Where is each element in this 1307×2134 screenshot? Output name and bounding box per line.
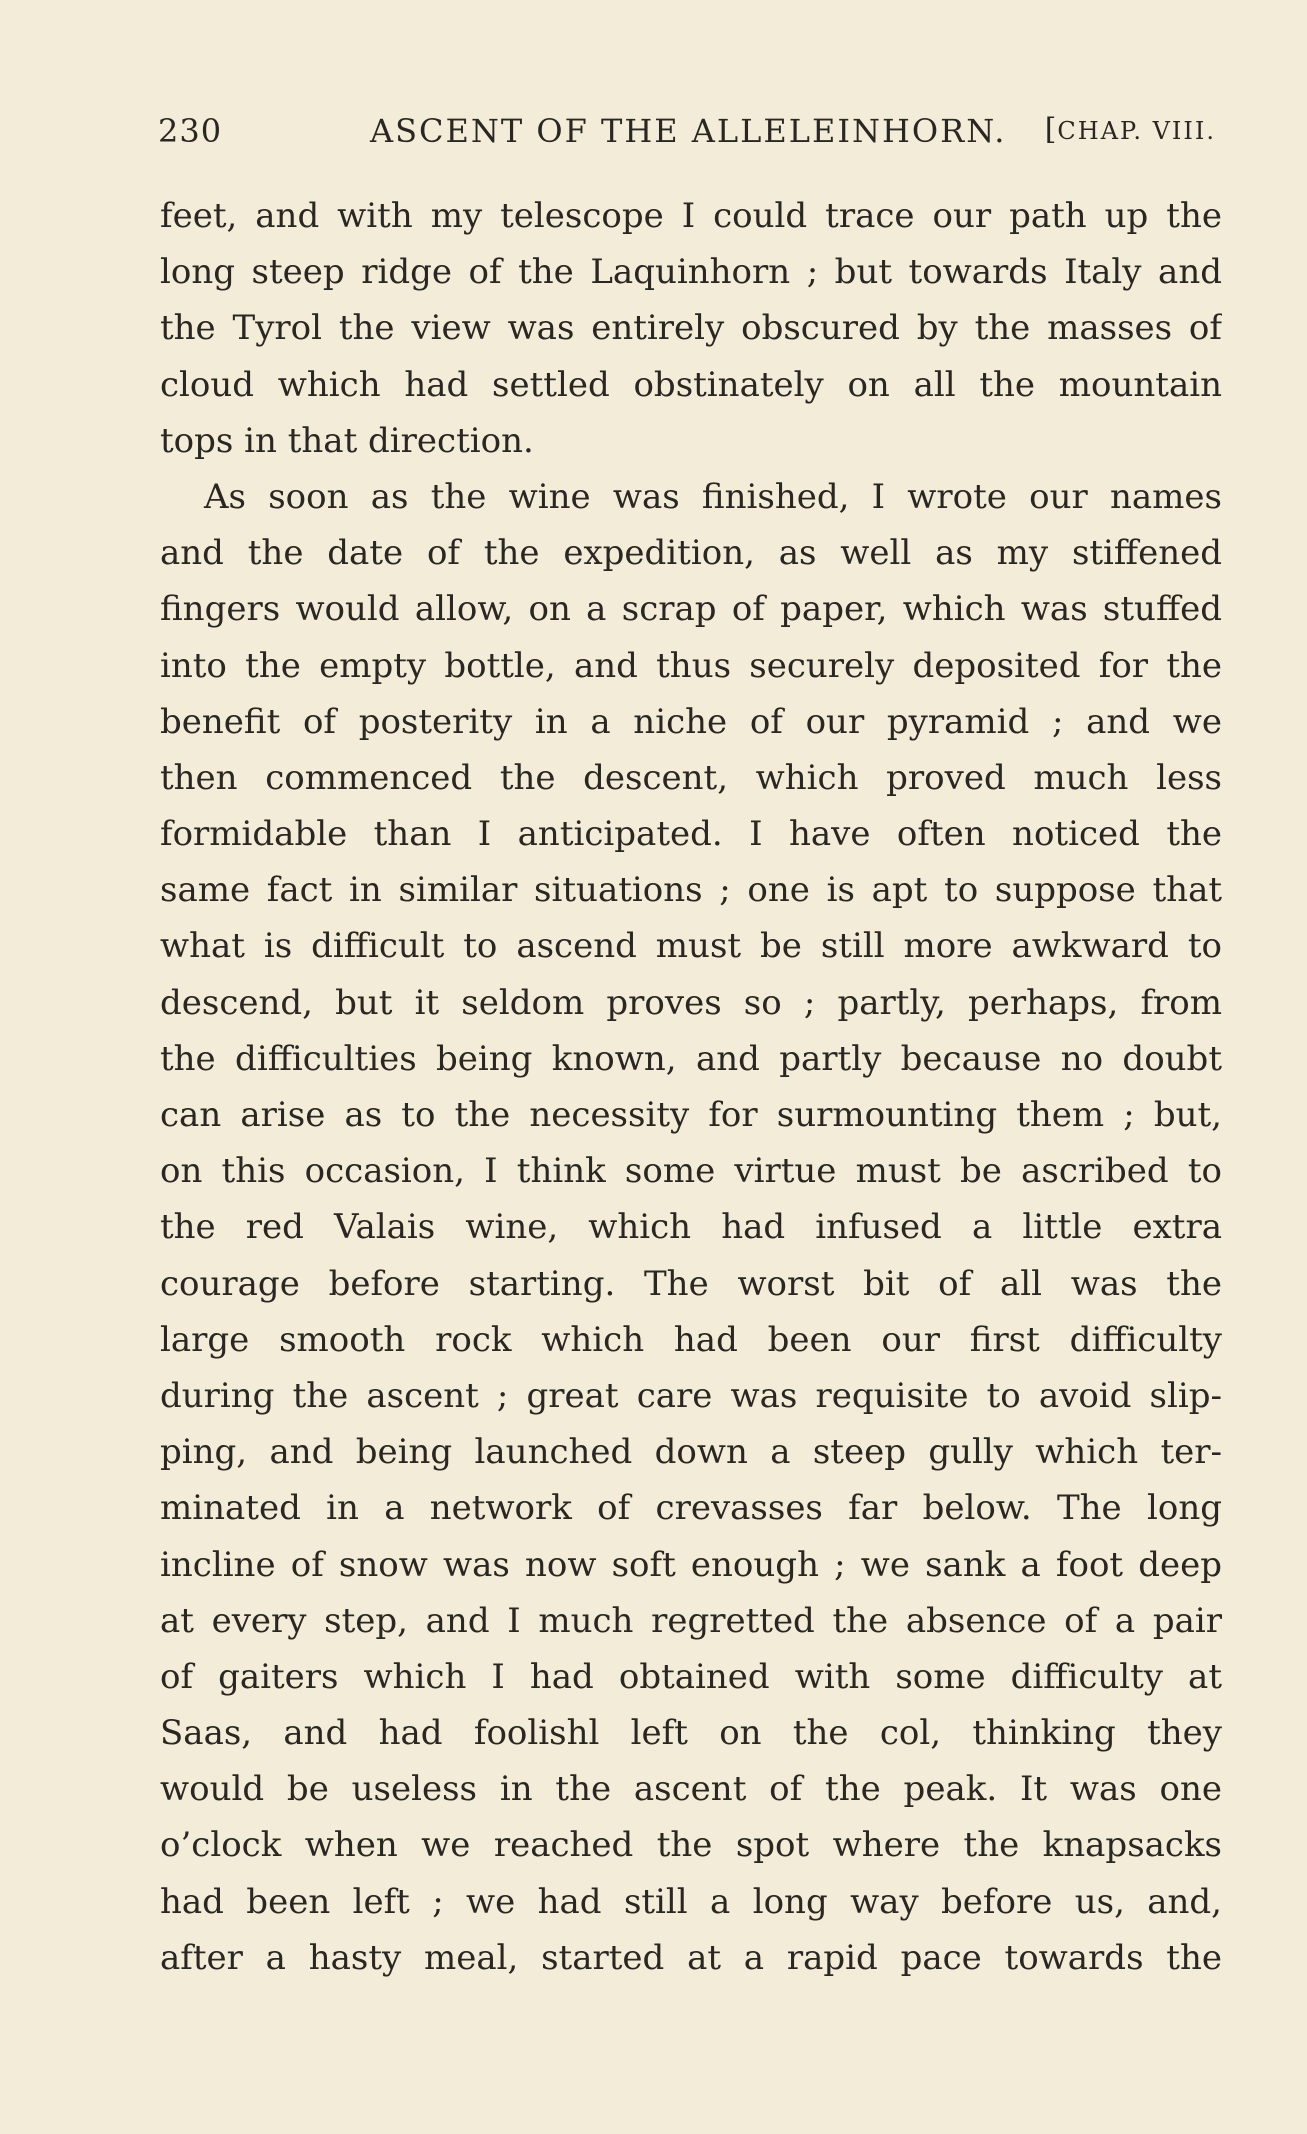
text-line: had been left ; we had still a long way before us, and,: [160, 1881, 1222, 1922]
text-line: formidable than I anticipated. I have often noticed the: [160, 814, 1222, 855]
chapter-reference: [1045, 112, 1216, 147]
text-line: descend, but it seldom proves so ; partly, perhaps, from: [160, 982, 1222, 1023]
chapter-label: CHAP. VIII.: [1057, 117, 1216, 145]
text-line: Saas, and had foolishl left on the col, thinking they: [160, 1713, 1222, 1754]
text-line: then commenced the descent, which proved much less: [160, 757, 1222, 798]
text-line: would be useless in the ascent of the peak. It was one: [160, 1769, 1222, 1810]
text-line: same fact in similar situations ; one is apt to suppose that: [160, 870, 1222, 911]
text-line: at every step, and I much regretted the absence of a pair: [160, 1600, 1222, 1641]
text-line: of gaiters which I had obtained with some difficulty at: [160, 1656, 1222, 1697]
text-line: on this occasion, I think some virtue must be ascribed to: [160, 1151, 1222, 1192]
text-line: the Tyrol the view was entirely obscured by the masses of: [160, 308, 1222, 349]
text-line: large smooth rock which had been our first difficulty: [160, 1319, 1222, 1360]
text-line: the red Valais wine, which had infused a little extra: [160, 1207, 1222, 1248]
text-line: cloud which had settled obstinately on all the mountain: [160, 364, 1222, 405]
text-line: the difficulties being known, and partly because no doubt: [160, 1038, 1222, 1079]
text-line: can arise as to the necessity for surmounting them ; but,: [160, 1095, 1222, 1135]
body-text: [160, 188, 1222, 1986]
page-number: 230: [158, 112, 223, 150]
text-line: benefit of posterity in a niche of our pyramid ; and we: [160, 701, 1222, 742]
text-line: what is difficult to ascend must be still more awkward to: [160, 926, 1222, 967]
text-line: long steep ridge of the Laquinhorn ; but towards Italy and: [160, 252, 1222, 293]
text-line: incline of snow was now soft enough ; we sank a foot deep: [160, 1544, 1222, 1585]
text-line: feet, and with my telescope I could trace our path up the: [160, 196, 1222, 236]
text-line: during the ascent ; great care was requisite to avoid slip-: [160, 1375, 1222, 1416]
text-line: As soon as the wine was finished, I wrote our names: [204, 476, 1222, 517]
running-title: ASCENT OF THE ALLELEINHORN.: [370, 112, 1007, 150]
text-line: o’clock when we reached the spot where the knapsacks: [160, 1825, 1222, 1866]
text-line: tops in that direction.: [160, 420, 534, 461]
text-line: into the empty bottle, and thus securely deposited for the: [160, 645, 1222, 686]
text-line: after a hasty meal, started at a rapid pace towards the: [160, 1937, 1222, 1978]
text-line: and the date of the expedition, as well as my stiffened: [160, 533, 1222, 574]
text-line: fingers would allow, on a scrap of paper, which was stuffed: [160, 589, 1222, 630]
page-header: [158, 112, 1216, 156]
text-line: ping, and being launched down a steep gully which ter-: [160, 1432, 1222, 1473]
text-line: minated in a network of crevasses far below. The long: [160, 1488, 1222, 1529]
chapter-bracket: [: [1044, 112, 1058, 147]
text-line: courage before starting. The worst bit of all was the: [160, 1263, 1222, 1304]
